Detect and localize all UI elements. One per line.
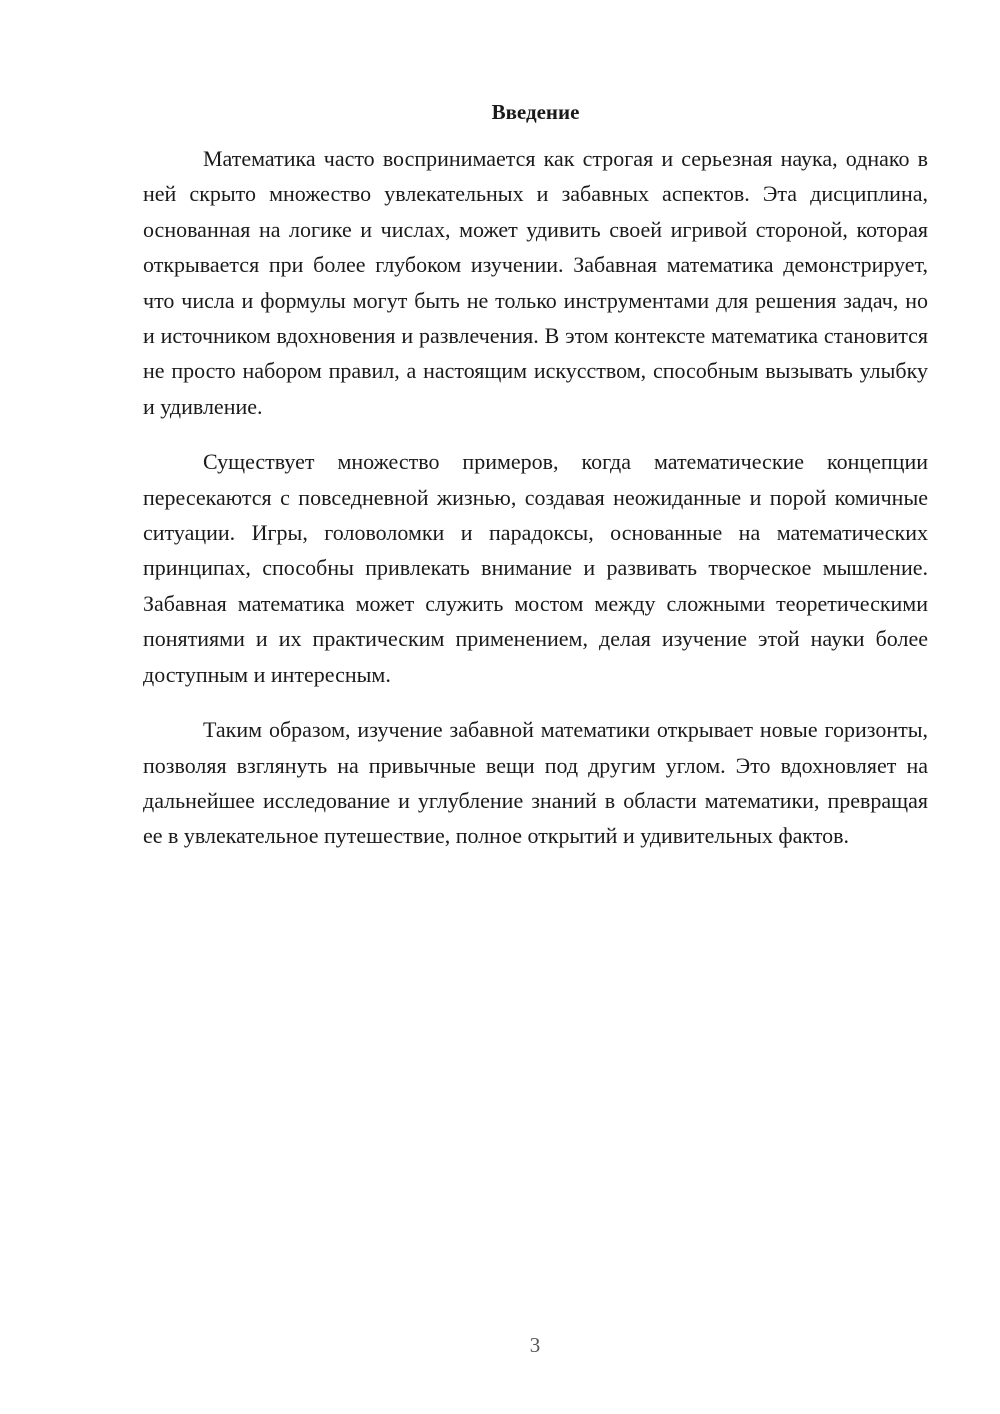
section-heading: Введение — [491, 100, 580, 124]
paragraph-3: Таким образом, изучение забавной математики открывает новые горизонты, позволяя взглянуть на привычные вещи под другим углом. Это вдохновляет на дальнейшее исследование и углубление знаний в области математики, превращая ее в увлекательное путешествие, полное открытий и удивительных фактов. — [143, 717, 928, 849]
body-text — [143, 141, 928, 874]
paragraph-2: Существует множество примеров, когда математические концепции пересекаются с повседневной жизнью, создавая неожиданные и порой комичные ситуации. Игры, головоломки и парадоксы, основанные на математических принципах, способны привлекать внимание и развивать творческое мышление. Забавная математика может служить мостом между сложными теоретическими понятиями и их практическим применением, делая изучение этой науки более доступным и интересным. — [143, 449, 928, 687]
paragraph-1: Математика часто воспринимается как строгая и серьезная наука, однако в ней скрыто множество увлекательных и забавных аспектов. Эта дисциплина, основанная на логике и числах, может удивить своей игривой стороной, которая открывается при более глубоком изучении. Забавная математика демонстрирует, что числа и формулы могут быть не только инструментами для решения задач, но и источником вдохновения и развлечения. В этом контексте математика становится не просто набором правил, а настоящим искусством, способным вызывать улыбку и удивление. — [143, 146, 928, 419]
page-number: 3 — [529, 1333, 541, 1357]
